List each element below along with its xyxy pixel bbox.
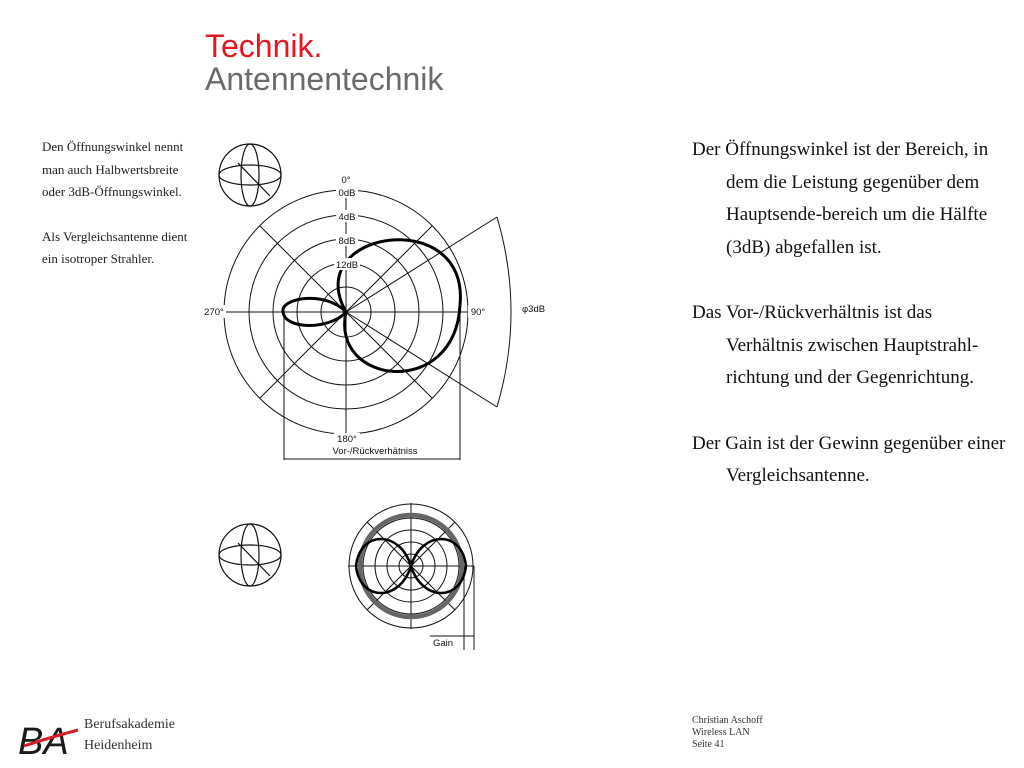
label-270-deg: 270° [204,307,224,318]
logo-letters: BA [18,721,69,760]
explanation-text [692,134,1012,526]
label-12db: 12dB [335,260,359,271]
label-4db: 4dB [338,212,356,223]
ba-logo [18,716,82,760]
title-line-1: Technik. [205,28,323,64]
text-gain: Der Gain ist der Gewinn gegenüber einer Vergleichsantenne. [692,432,1006,486]
label-phi-3db: φ3dB [522,304,546,315]
polar-diagram [224,190,511,460]
sphere-icon-top [219,144,281,206]
label-0db: 0dB [338,188,356,199]
label-90-deg: 90° [470,307,486,318]
footer-page: Seite 41 [692,739,725,750]
label-front-back-ratio: Vor-/Rückverhätniss [332,446,418,457]
text-front-back-ratio: Das Vor-/Rückverhältnis ist das Verhältnis zwischen Hauptstrahl-richtung und der Gegenrichtung. [692,302,979,388]
sphere-icon-bottom [219,524,281,586]
label-0-deg: 0° [341,175,351,186]
org-line-1: Berufsakademie [84,717,175,732]
label-8db: 8dB [338,236,356,247]
note-reference-antenna: Als Vergleichsantenne dient ein isotroper Strahler. [42,228,188,266]
title-line-2: Antennentechnik [205,61,444,97]
footer-course: Wireless LAN [692,727,750,738]
note-opening-angle: Den Öffnungswinkel nennt man auch Halbwertsbreite oder 3dB-Öffnungswinkel. [42,139,184,199]
org-line-2: Heidenheim [84,738,153,753]
text-opening-angle: Der Öffnungswinkel ist der Bereich, in dem die Leistung gegenüber dem Hauptsende-bereich um die Hälfte (3dB) abgefallen ist. [692,139,989,258]
diagram-labels [202,175,545,457]
label-180-deg: 180° [337,434,357,445]
gain-diagram [348,503,474,650]
institution-name [84,714,214,756]
radiation-lobes [283,240,461,372]
label-gain: Gain [433,638,454,649]
footer-info [692,715,763,751]
footer-author: Christian Aschoff [692,715,763,726]
